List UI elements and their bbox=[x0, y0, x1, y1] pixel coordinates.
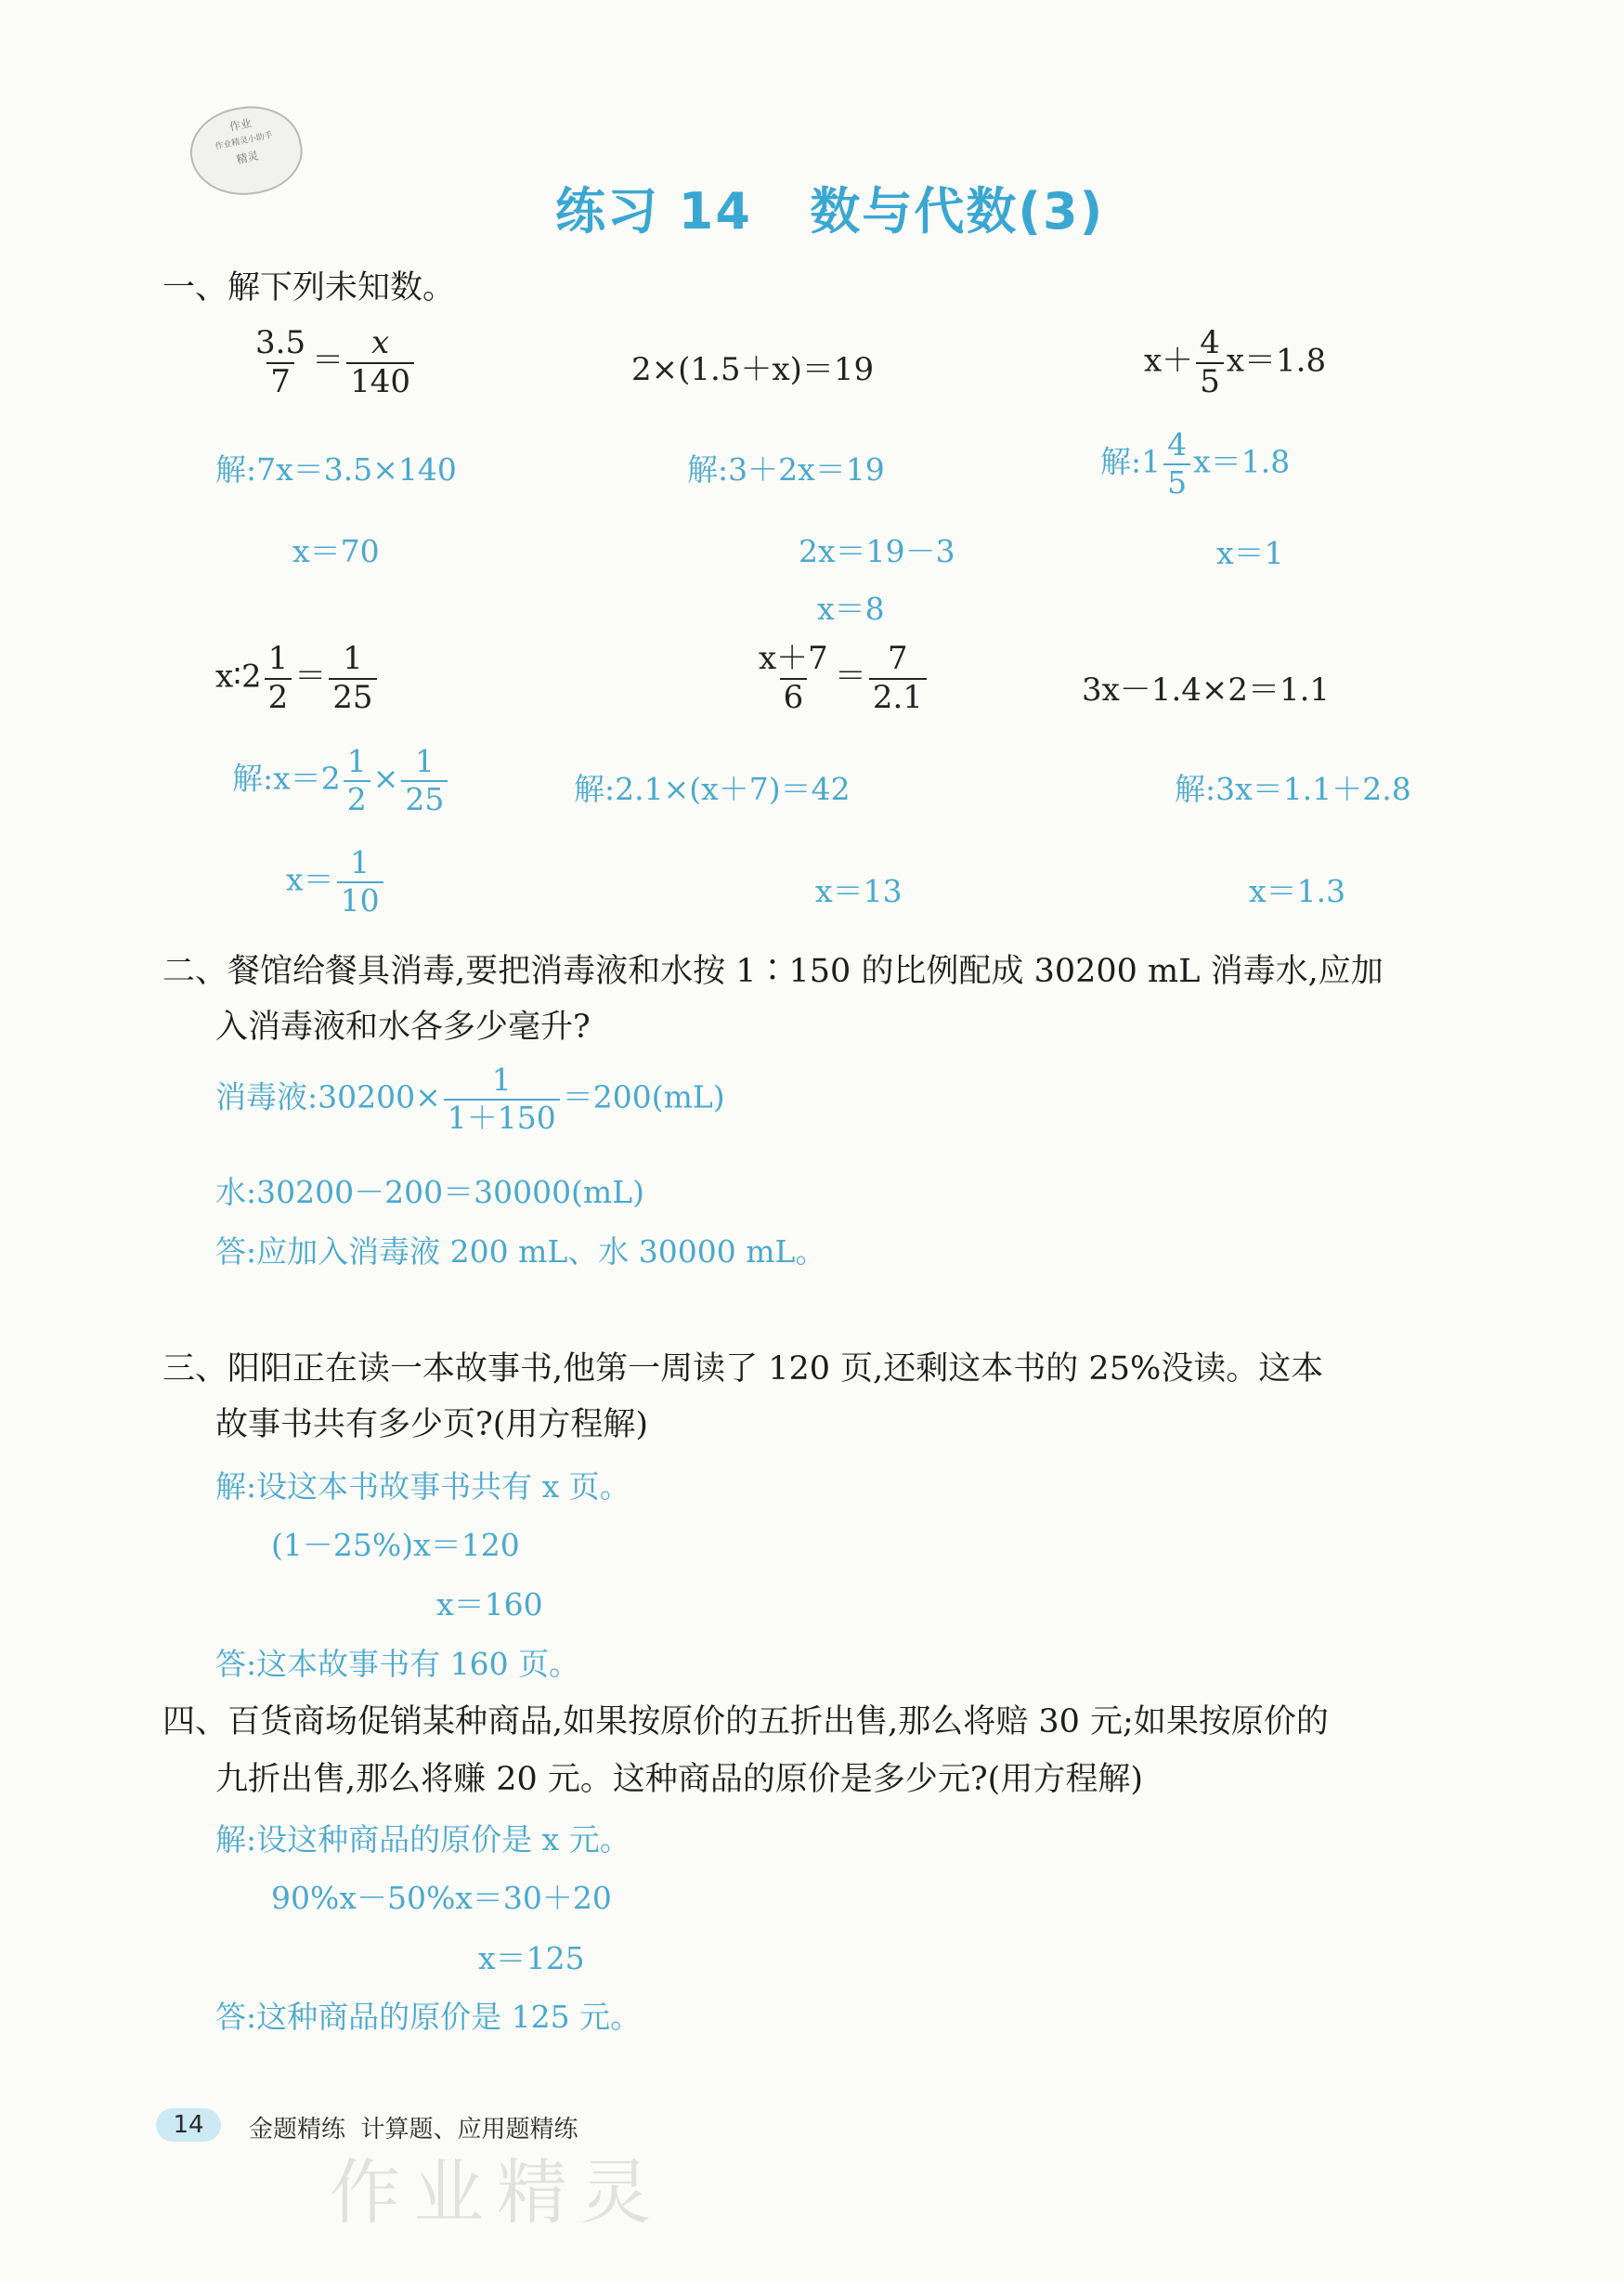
watermark: 作业精灵 bbox=[330, 2151, 664, 2234]
p3-post: x＝1.8 bbox=[1226, 342, 1327, 380]
a3-post: x＝1.8 bbox=[1193, 443, 1291, 480]
footer-book-title: 金题精练 计算题、应用题精练 bbox=[249, 2116, 578, 2144]
a3-den: 5 bbox=[1163, 463, 1190, 500]
s2-a1-post: ＝200(mL) bbox=[562, 1078, 725, 1115]
answer-1-line1: 解:7x＝3.5×140 bbox=[215, 451, 457, 488]
answer-3-line2: x＝1 bbox=[1216, 535, 1284, 571]
s2-a1-num: 1 bbox=[491, 1062, 512, 1098]
p4-pre: x∶2 bbox=[215, 658, 262, 696]
section4-answer-line3: x＝125 bbox=[478, 1940, 585, 1976]
section4-answer-line2: 90%x－50%x＝30＋20 bbox=[271, 1880, 612, 1916]
problem-1 bbox=[249, 324, 417, 400]
p5-num1: x＋7 bbox=[759, 640, 828, 677]
a4-num2: 1 bbox=[414, 743, 435, 779]
section4-answer-line4: 答:这种商品的原价是 125 元。 bbox=[215, 1999, 642, 2035]
p1-rden: 140 bbox=[346, 362, 414, 399]
a4-pre: 解:x＝2 bbox=[232, 760, 341, 797]
section3-question-line1: 三、阳阳正在读一本故事书,他第一周读了 120 页,还剩这本书的 25%没读。这本 bbox=[162, 1350, 1324, 1388]
answer-4-line2 bbox=[286, 844, 386, 919]
p3-pre: x＋ bbox=[1144, 342, 1194, 380]
problem-2: 2×(1.5＋x)＝19 bbox=[631, 351, 875, 388]
p1-den: 7 bbox=[266, 362, 294, 399]
p4-eq: ＝ bbox=[294, 658, 327, 696]
section2-answer-line1 bbox=[215, 1064, 725, 1134]
p4-den1: 2 bbox=[265, 678, 292, 715]
p1-eq: ＝ bbox=[312, 342, 344, 380]
s2-a1-pre: 消毒液:30200× bbox=[215, 1078, 441, 1115]
section4-question-line2: 九折出售,那么将赚 20 元。这种商品的原价是多少元?(用方程解) bbox=[215, 1761, 1143, 1798]
answer-2-line1: 解:3＋2x＝19 bbox=[687, 451, 885, 488]
section2-answer-line3: 答:应加入消毒液 200 mL、水 30000 mL。 bbox=[215, 1233, 826, 1270]
p5-den1: 6 bbox=[780, 678, 808, 715]
page-title: 练习 14 数与代数(3) bbox=[555, 182, 1105, 241]
stamp-logo bbox=[182, 97, 309, 206]
problem-5 bbox=[752, 640, 929, 716]
p4-num2: 1 bbox=[343, 640, 363, 677]
p1-rnum: x bbox=[370, 324, 390, 361]
section3-answer-line4: 答:这本故事书有 160 页。 bbox=[215, 1646, 580, 1682]
p5-num2: 7 bbox=[888, 640, 908, 677]
section1-heading: 一、解下列未知数。 bbox=[162, 269, 456, 306]
answer-2-line2: 2x＝19－3 bbox=[799, 533, 955, 569]
section3-answer-line3: x＝160 bbox=[436, 1586, 543, 1623]
answer-3-line1 bbox=[1100, 426, 1291, 501]
a3-pre: 解:1 bbox=[1100, 443, 1162, 480]
answer-6-line2: x＝1.3 bbox=[1249, 873, 1346, 909]
answer-1-line2: x＝70 bbox=[292, 533, 380, 569]
stamp-line2: 作业精灵小助手 bbox=[214, 130, 274, 152]
a4-num1: 1 bbox=[346, 743, 367, 779]
s2-a1-den: 1＋150 bbox=[444, 1099, 560, 1135]
p4-den2: 25 bbox=[329, 678, 376, 715]
a4-mid: × bbox=[372, 760, 399, 797]
a4-den1: 2 bbox=[344, 780, 370, 816]
a4-num3: 1 bbox=[350, 844, 370, 880]
section3-answer-line2: (1－25%)x＝120 bbox=[271, 1527, 520, 1563]
section2-question-line2: 入消毒液和水各多少毫升? bbox=[215, 1009, 591, 1046]
answer-5-line1: 解:2.1×(x＋7)＝42 bbox=[574, 771, 851, 807]
answer-6-line1: 解:3x＝1.1＋2.8 bbox=[1175, 771, 1411, 807]
p1-num: 3.5 bbox=[255, 324, 306, 361]
a4-l2pre: x＝ bbox=[286, 861, 334, 898]
p3-den: 5 bbox=[1196, 362, 1224, 399]
p5-den2: 2.1 bbox=[869, 678, 927, 715]
answer-4-line1 bbox=[232, 743, 450, 817]
p3-num: 4 bbox=[1200, 324, 1220, 361]
page-number: 14 bbox=[156, 2108, 221, 2142]
problem-3 bbox=[1144, 324, 1327, 400]
p4-num1: 1 bbox=[267, 640, 289, 677]
a4-den3: 10 bbox=[337, 881, 383, 918]
section2-answer-line2: 水:30200－200＝30000(mL) bbox=[215, 1174, 645, 1210]
section4-answer-line1: 解:设这种商品的原价是 x 元。 bbox=[215, 1821, 630, 1857]
problem-4 bbox=[215, 640, 380, 716]
section2-question-line1: 二、餐馆给餐具消毒,要把消毒液和水按 1∶150 的比例配成 30200 mL 消毒水,应加 bbox=[162, 953, 1384, 990]
a4-den2: 25 bbox=[401, 780, 448, 816]
a3-num: 4 bbox=[1167, 426, 1188, 463]
answer-5-line2: x＝13 bbox=[815, 873, 903, 909]
problem-6: 3x－1.4×2＝1.1 bbox=[1082, 671, 1331, 709]
answer-2-line3: x＝8 bbox=[817, 591, 885, 627]
p5-eq: ＝ bbox=[834, 658, 866, 696]
stamp-line3: 精灵 bbox=[235, 149, 260, 167]
section4-question-line1: 四、百货商场促销某种商品,如果按原价的五折出售,那么将赔 30 元;如果按原价的 bbox=[162, 1703, 1329, 1740]
stamp-line1: 作业 bbox=[227, 116, 253, 134]
section3-question-line2: 故事书共有多少页?(用方程解) bbox=[215, 1406, 649, 1443]
section3-answer-line1: 解:设这本书故事书共有 x 页。 bbox=[215, 1468, 630, 1505]
